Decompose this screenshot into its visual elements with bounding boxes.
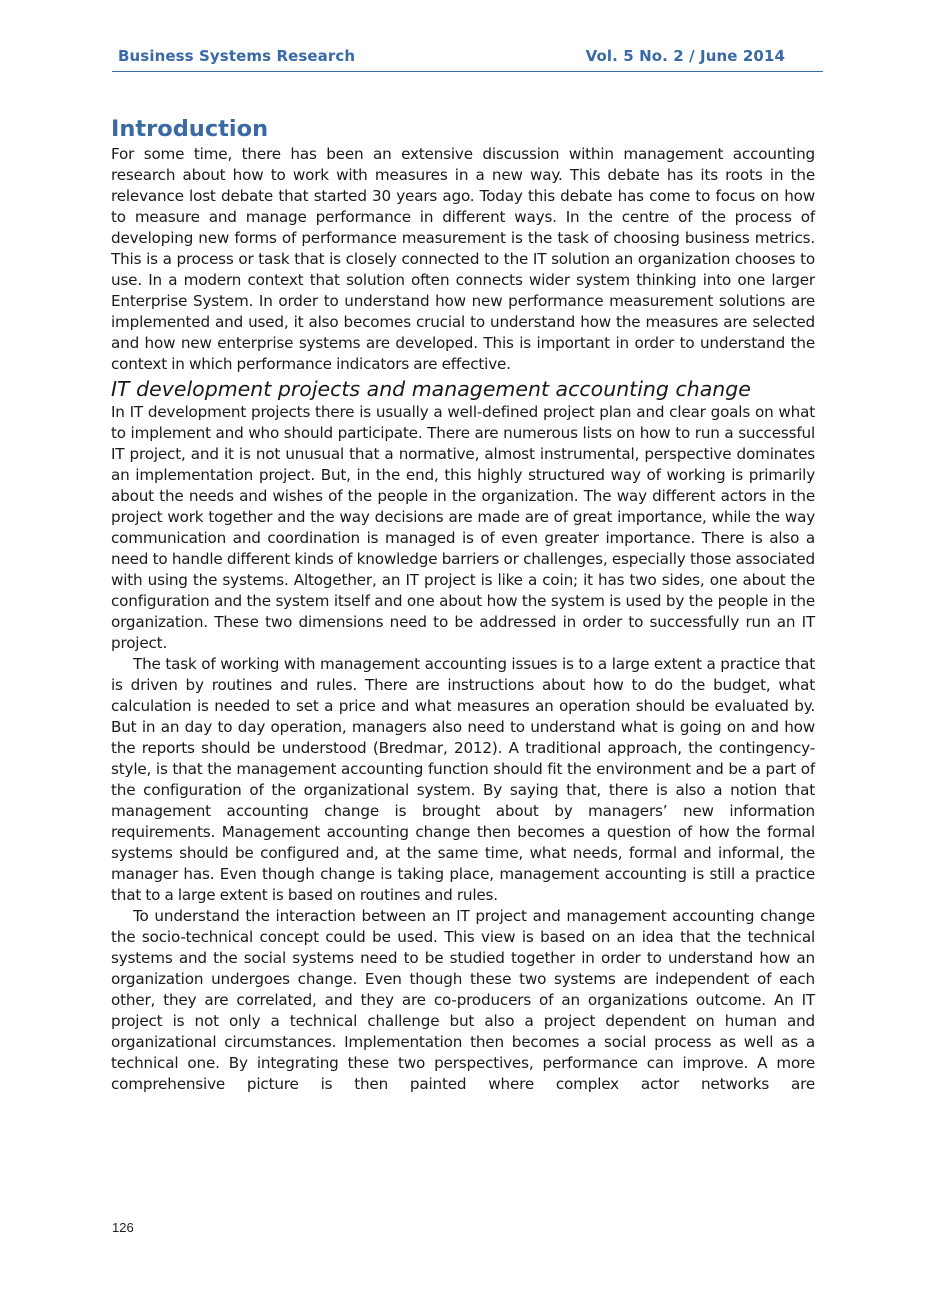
section-heading-introduction: Introduction: [111, 116, 269, 142]
it-paragraph-1: In IT development projects there is usually a well-defined project plan and clear goals on what to implement and who should participate. There are numerous lists on how to run a successful IT project, and it is not unusual that a normative, almost instrumental, perspective dominates an implementation project. But, in the end, this highly structured way of working is primarily about the needs and wishes of the people in the organization. The way different actors in the project work together and the way decisions are made are of great importance, while the way communication and coordination is managed is of even greater importance. There is also a need to handle different kinds of knowledge barriers or challenges, especially those associated with using the systems. Altogether, an IT project is like a coin; it has two sides, one about the configuration and the system itself and one about how the system is used by the people in the organization. These two dimensions need to be addressed in order to successfully run an IT project.: [111, 403, 815, 652]
running-header: [112, 47, 823, 72]
journal-title: Business Systems Research: [118, 47, 356, 65]
it-paragraph-3: To understand the interaction between an IT project and management accounting change the socio-technical concept could be used. This view is based on an idea that the technical systems and the social systems need to be studied together in order to understand how an organization undergoes change. Even though these two systems are independent of each other, they are correlated, and they are co-producers of an organizations outcome. An IT project is not only a technical challenge but also a project dependent on human and organizational circumstances. Implementation then becomes a social process as well as a technical one. By integrating these two perspectives, performance can improve. A more comprehensive picture is then painted where complex actor networks are: [111, 907, 815, 1093]
page-number: 126: [112, 1220, 134, 1235]
section-heading-it-development: IT development projects and management accounting change: [111, 377, 751, 401]
it-paragraph-2: The task of working with management accounting issues is to a large extent a practice that is driven by routines and rules. There are instructions about how to do the budget, what calculation is needed to set a price and what measures an operation should be evaluated by. But in an day to day operation, managers also need to understand what is going on and how the reports should be understood (Bredmar, 2012). A traditional approach, the contingency- style, is that the management accounting function should fit the environment and be a part of the configuration of the organizational system. By saying that, there is also a notion that management accounting change is brought about by managers’ new information requirements. Management accounting change then becomes a question of how the formal systems should be configured and, at the same time, what needs, formal and informal, the manager has. Even though change is taking place, management accounting is still a practice that to a large extent is based on routines and rules.: [111, 655, 815, 904]
article-body: [111, 114, 815, 1095]
volume-issue: Vol. 5 No. 2 / June 2014: [585, 47, 785, 65]
intro-paragraph: For some time, there has been an extensive discussion within management accounting research about how to work with measures in a new way. This debate has its roots in the relevance lost debate that started 30 years ago. Today this debate has come to focus on how to measure and manage performance in different ways. In the centre of the process of developing new forms of performance measurement is the task of choosing business metrics. This is a process or task that is closely connected to the IT solution an organization chooses to use. In a modern context that solution often connects wider system thinking into one larger Enterprise System. In order to understand how new performance measurement solutions are implemented and used, it also becomes crucial to understand how the measures are selected and how new enterprise systems are developed. This is important in order to understand the context in which performance indicators are effective.: [111, 145, 815, 373]
